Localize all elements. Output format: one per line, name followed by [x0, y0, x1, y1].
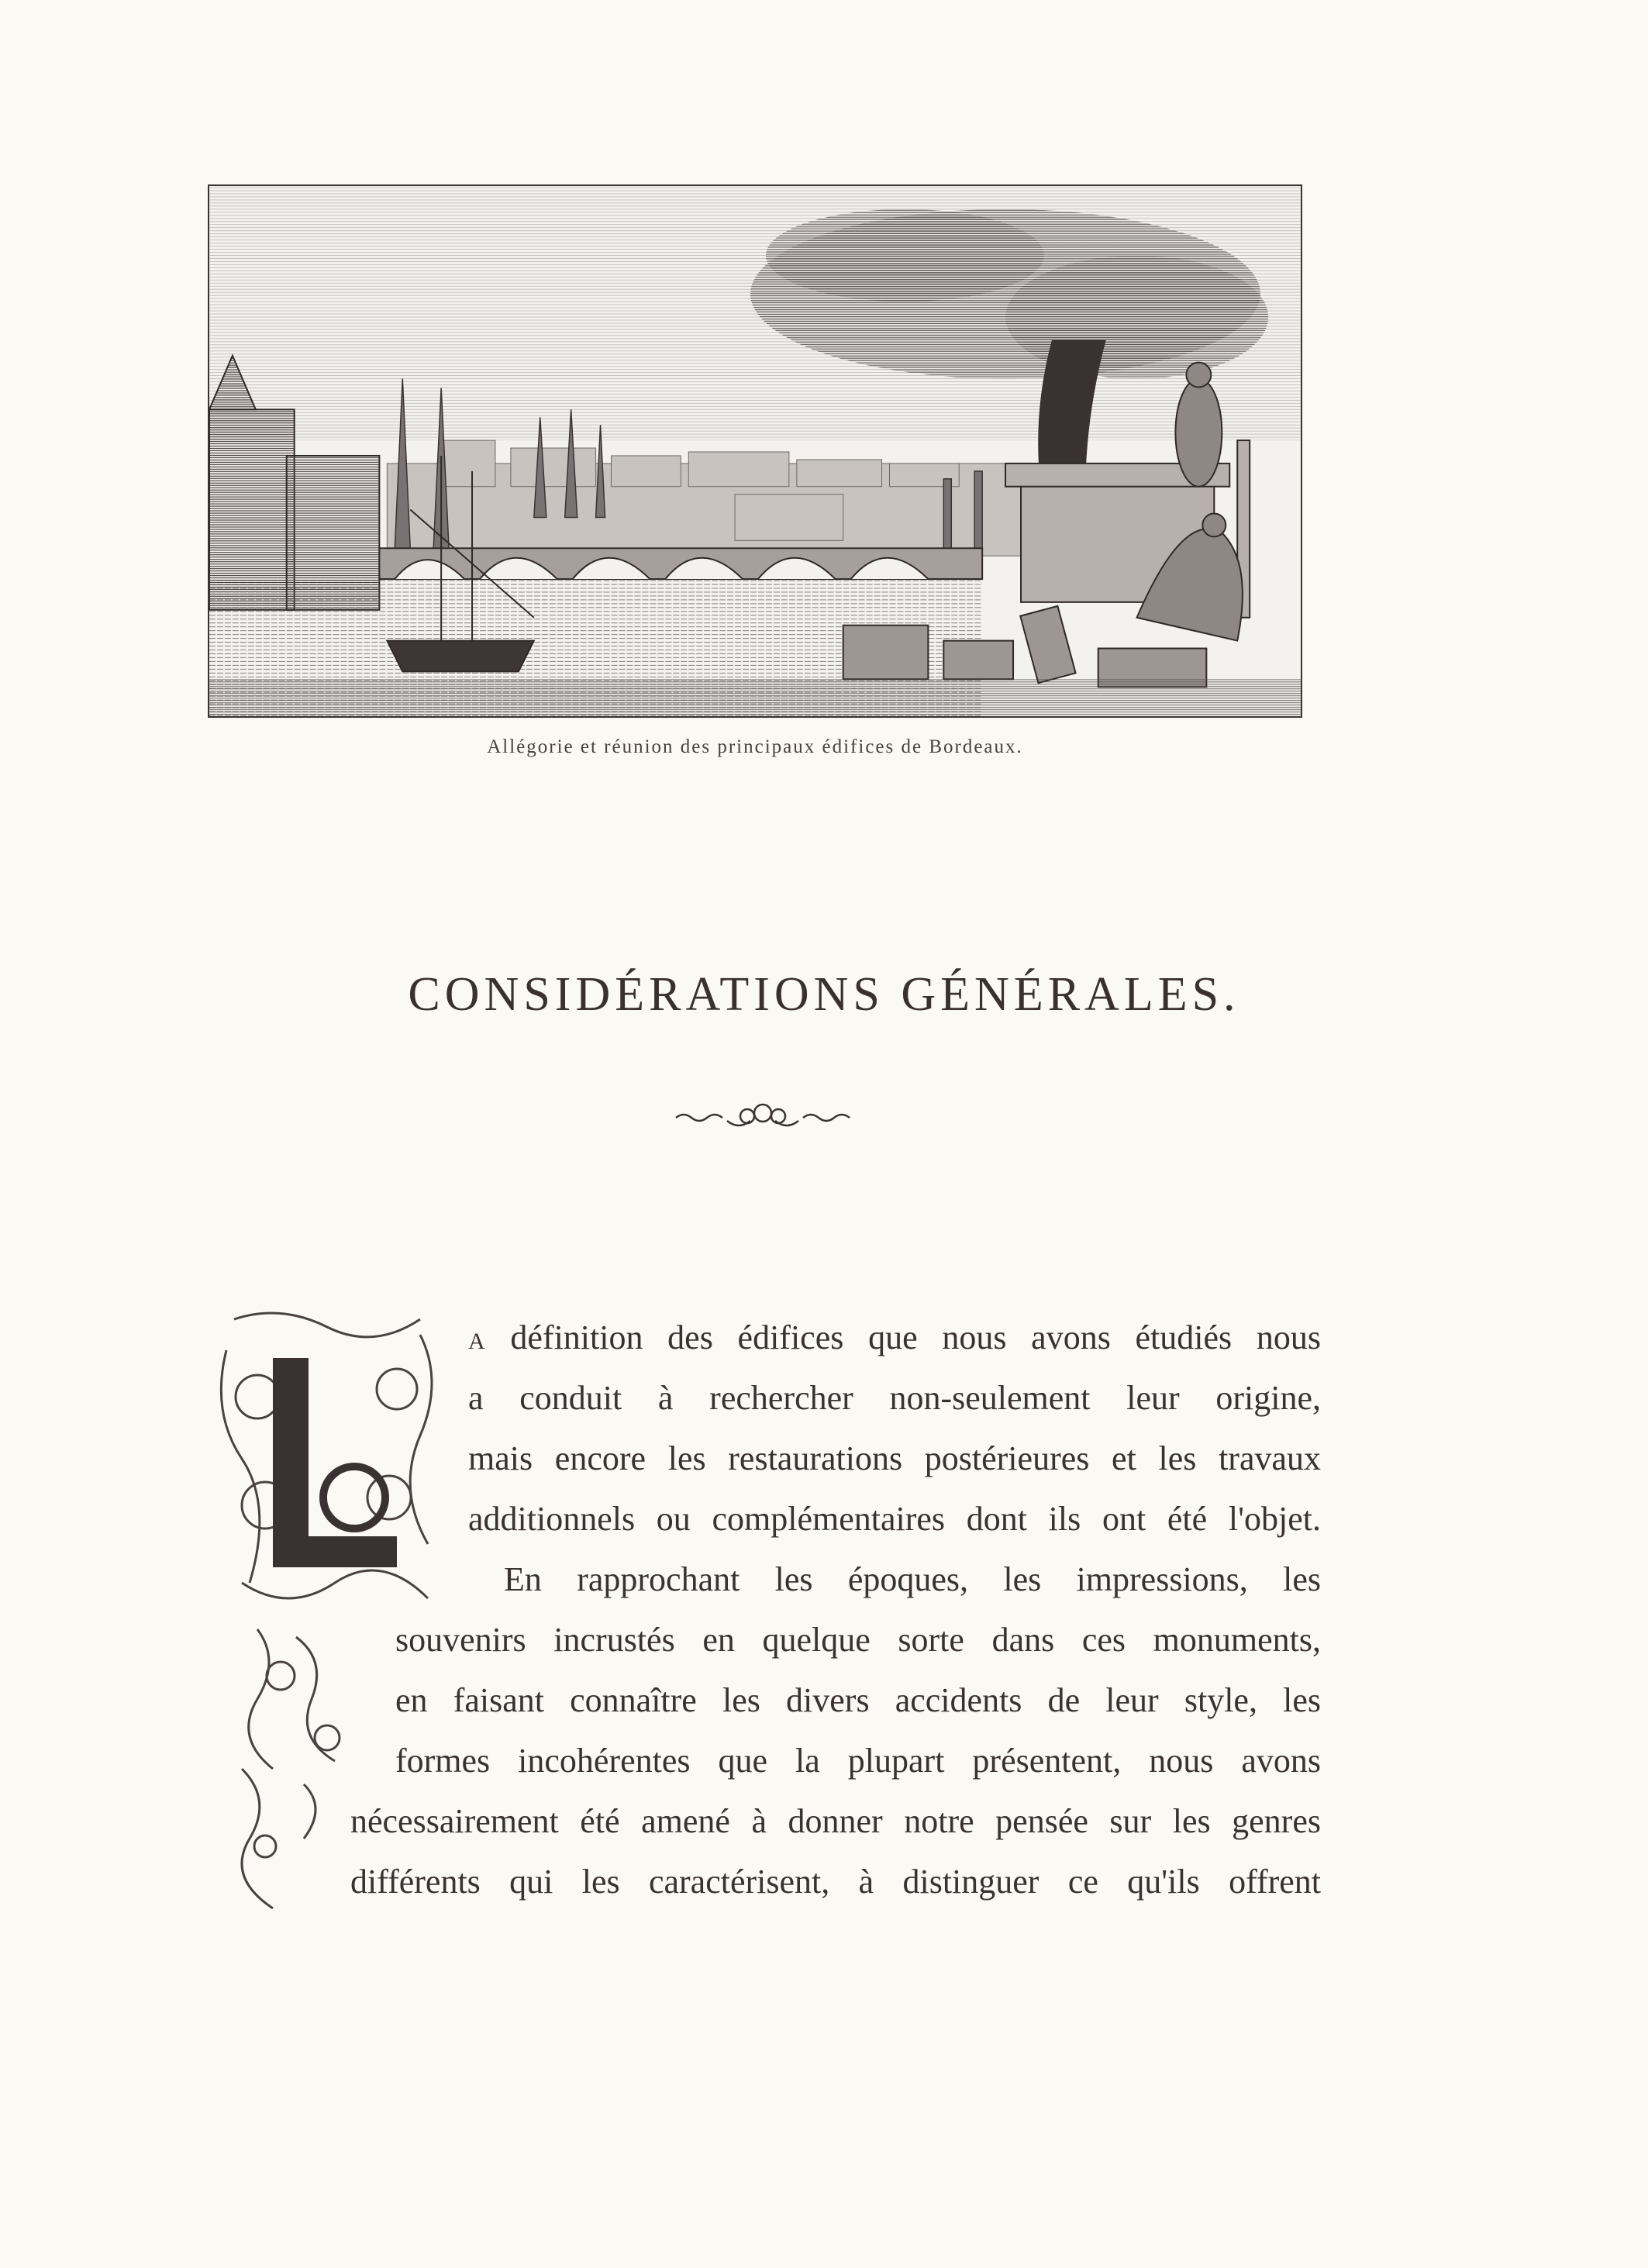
body-line-7: en faisant connaître les divers accidents de leur style, les [395, 1681, 1321, 1719]
body-line-10: différents qui les caractérisent, à distinguer ce qu'ils offrent [350, 1863, 1321, 1901]
body-line-6: souvenirs incrustés en quelque sorte dans ces monuments, [395, 1621, 1321, 1659]
body-line-3: mais encore les restaurations postérieures et les travaux [468, 1439, 1321, 1477]
body-line-4: additionnels ou complémentaires dont ils ont été l'objet. [468, 1500, 1321, 1538]
body-line-9: nécessairement été amené à donner notre pensée sur les genres [350, 1802, 1321, 1840]
body-line-1: A définition des édifices que nous avons étudiés nous [468, 1318, 1321, 1356]
first-word-smallcap: A [468, 1329, 486, 1354]
body-line-2: a conduit à rechercher non-seulement leur origine, [468, 1379, 1321, 1417]
bordeaux-engraving-image [209, 186, 1301, 716]
body-line-5: En rapprochant les époques, les impressions, les [504, 1560, 1321, 1598]
body-line-8: formes incohérentes que la plupart présentent, nous avons [395, 1742, 1321, 1780]
floral-divider-icon [673, 1099, 853, 1136]
illustration-caption: Allégorie et réunion des principaux édifices de Bordeaux. [487, 736, 1023, 757]
engraving-illustration [208, 184, 1302, 718]
chapter-title: CONSIDÉRATIONS GÉNÉRALES. [408, 968, 1240, 1021]
